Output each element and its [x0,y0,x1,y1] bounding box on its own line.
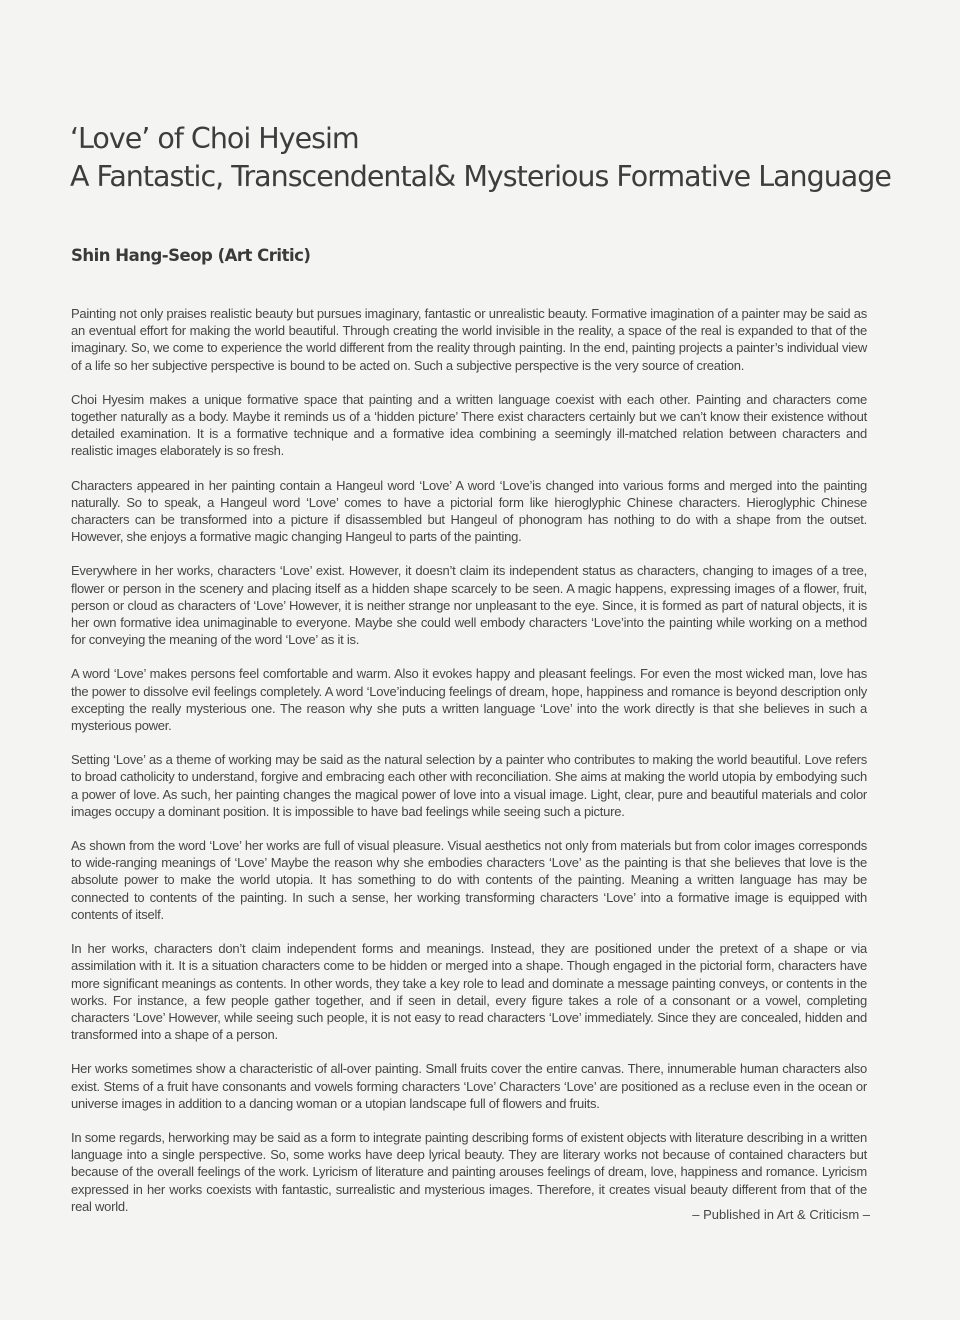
article-title [70,120,890,196]
title-line-1: ‘Love’ of Choi Hyesim [70,122,359,155]
paragraph: Choi Hyesim makes a unique formative space that painting and a written language coexist with each other. Painting and characters come together naturally as a body. Maybe it reminds us of a ‘hidden picture’ There exist characters certainly but we can’t know their existence without detailed examination. It is a formative technique and a formative idea combining a seemingly ill-matched relation between characters and realistic images elaborately is so fresh. [71,391,867,459]
title-line-2: A Fantastic, Transcendental& Mysterious Formative Language [70,160,891,193]
paragraph: Painting not only praises realistic beauty but pursues imaginary, fantastic or unrealistic beauty. Formative imagination of a painter may be said as an eventual effort for making the world beautiful. Through creating the world invisible in the reality, a space of the real is expanded to that of the imaginary. So, we come to experience the world different from the reality through painting. In the end, painting projects a painter’s individual view of a life so her subjective perspective is bound to be acted on. Such a subjective perspective is the very source of creation. [71,306,867,373]
paragraph: Her works sometimes show a characteristic of all-over painting. Small fruits cover the entire canvas. There, innumerable human characters also exist. Stems of a fruit have consonants and vowels forming characters ‘Love’ Characters ‘Love’ are positioned as a recluse even in the ocean or universe images in addition to a dancing woman or a utopian landscape full of flowers and fruits. [71,1061,867,1111]
paragraph: A word ‘Love’ makes persons feel comfortable and warm. Also it evokes happy and pleasant feelings. For even the most wicked man, love has the power to dissolve evil feelings completely. A word ‘Love’inducing feelings of dream, hope, happiness and romance is beyond description only excepting the really mysterious one. The reason why she puts a written language ‘Love’ into the work directly is that she believes in such a mysterious power. [71,666,867,734]
publication-source: – Published in Art & Criticism – [692,1207,870,1222]
paragraph: Everywhere in her works, characters ‘Love’ exist. However, it doesn’t claim its independent status as characters, changing to images of a tree, flower or person in the scenery and placing itself as a hidden shape scarcely to be seen. A magic happens, expressing images of a flower, fruit, person or cloud as characters of ‘Love’ However, it is neither strange nor unpleasant to the eye. Since, it is formed as part of natural objects, it is her own formative idea unimaginable to everyone. Maybe she could well embody characters ‘Love’into the painting while working on a method for conveying the meaning of the word ‘Love’ as it is. [71,563,867,648]
paragraph: Setting ‘Love’ as a theme of working may be said as the natural selection by a painter who contributes to making the world beautiful. Love refers to broad catholicity to understand, forgive and embracing each other with reconciliation. She aims at making the world utopia by embodying such a power of love. As such, her painting changes the magical power of love into a visual image. Light, clear, pure and beautiful materials and color images occupy a dominant position. It is impossible to have bad feelings while seeing such a picture. [71,752,867,819]
paragraph: In her works, characters don’t claim independent forms and meanings. Instead, they are positioned under the pretext of a shape or via assimilation with it. It is a situation characters come to be hidden or merged into a shape. Though engaged in the pictorial form, characters have more significant meanings as contents. In other words, they take a key role to lead and dominate a message painting conveys, or contents in the works. For instance, a few people gather together, and if seen in detail, every figure takes a role of a consonant or a vowel, completing characters ‘Love’ However, while seeing such people, it is not easy to read characters ‘Love’ immediately. Since they are concealed, hidden and transformed into a shape of a person. [71,941,867,1043]
author-byline: Shin Hang-Seop (Art Critic) [71,246,311,265]
paragraph: As shown from the word ‘Love’ her works are full of visual pleasure. Visual aesthetics not only from materials but from color images corresponds to wide-ranging meanings of ‘Love’ Maybe the reason why she embodies characters ‘Love’ as the painting is that she believes that love is the absolute power to make the world utopia. It has something to do with contents of the painting. Meaning a written language has may be connected to contents of the painting. In such a sense, her working transforming characters ‘Love’ into a formative image is equipped with contents of itself. [71,838,867,922]
paragraph: Characters appeared in her painting contain a Hangeul word ‘Love’ A word ‘Love’is changed into various forms and merged into the painting naturally. So to speak, a Hangeul word ‘Love’ comes to have a pictorial form like hieroglyphic Chinese characters. Hieroglyphic Chinese characters can be transformed into a picture if disassembled but Hangeul of phonogram has nothing to do with a shape from the outset. However, she enjoys a formative magic changing Hangeul to parts of the painting. [71,477,867,545]
article-body [71,305,867,1215]
paragraph: In some regards, herworking may be said as a form to integrate painting describing forms of existent objects with literature describing in a written language into a single perspective. So, some works have deep lyrical beauty. They are literary works not because of contained characters but because of the overall feelings of the work. Lyricism of literature and painting arouses feelings of dream, love, happiness and romance. Lyricism expressed in her works coexists with fantastic, surrealistic and mysterious images. Therefore, it creates visual beauty different from that of the real world. [71,1129,867,1214]
